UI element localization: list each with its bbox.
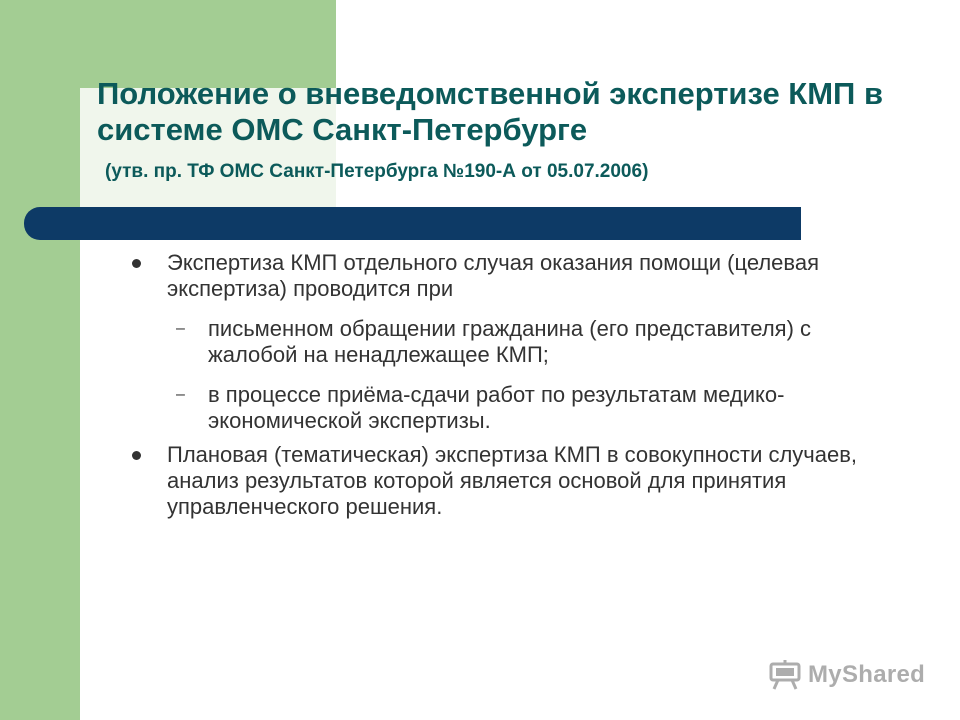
bullet-item [130, 250, 870, 302]
bullet-item [130, 442, 870, 520]
slide-title: Положение о вневедомственной экспертизе КМП в системе ОМС Санкт-Петербурге [97, 76, 884, 147]
slide-subtitle: (утв. пр. ТФ ОМС Санкт-Петербурга №190-А от 05.07.2006) [105, 161, 649, 182]
sub-item-text: письменном обращении гражданина (его представителя) с жалобой на ненадлежащее КМП; [208, 316, 812, 367]
bullet-dot-icon [132, 259, 141, 268]
watermark-text: MyShared [808, 661, 926, 688]
decorative-green-sidebar [0, 0, 80, 720]
decorative-green-block [80, 0, 336, 88]
slide-body [130, 250, 870, 520]
bullet-dot-icon [132, 451, 141, 460]
dash-marker: – [176, 386, 185, 403]
sub-item [130, 316, 870, 368]
dash-marker: – [176, 320, 185, 337]
projector-icon [768, 658, 802, 692]
watermark [768, 658, 925, 692]
bullet-text: Плановая (тематическая) экспертиза КМП в совокупности случаев, анализ результатов которой является основой для принятия управленческого решения. [167, 442, 858, 519]
bullet-text: Экспертиза КМП отдельного случая оказания помощи (целевая экспертиза) проводится при [167, 250, 819, 301]
sub-item-text: в процессе приёма-сдачи работ по результатам медико-экономической экспертизы. [208, 382, 785, 433]
sub-item [130, 382, 870, 434]
title-divider-bar [24, 207, 801, 240]
